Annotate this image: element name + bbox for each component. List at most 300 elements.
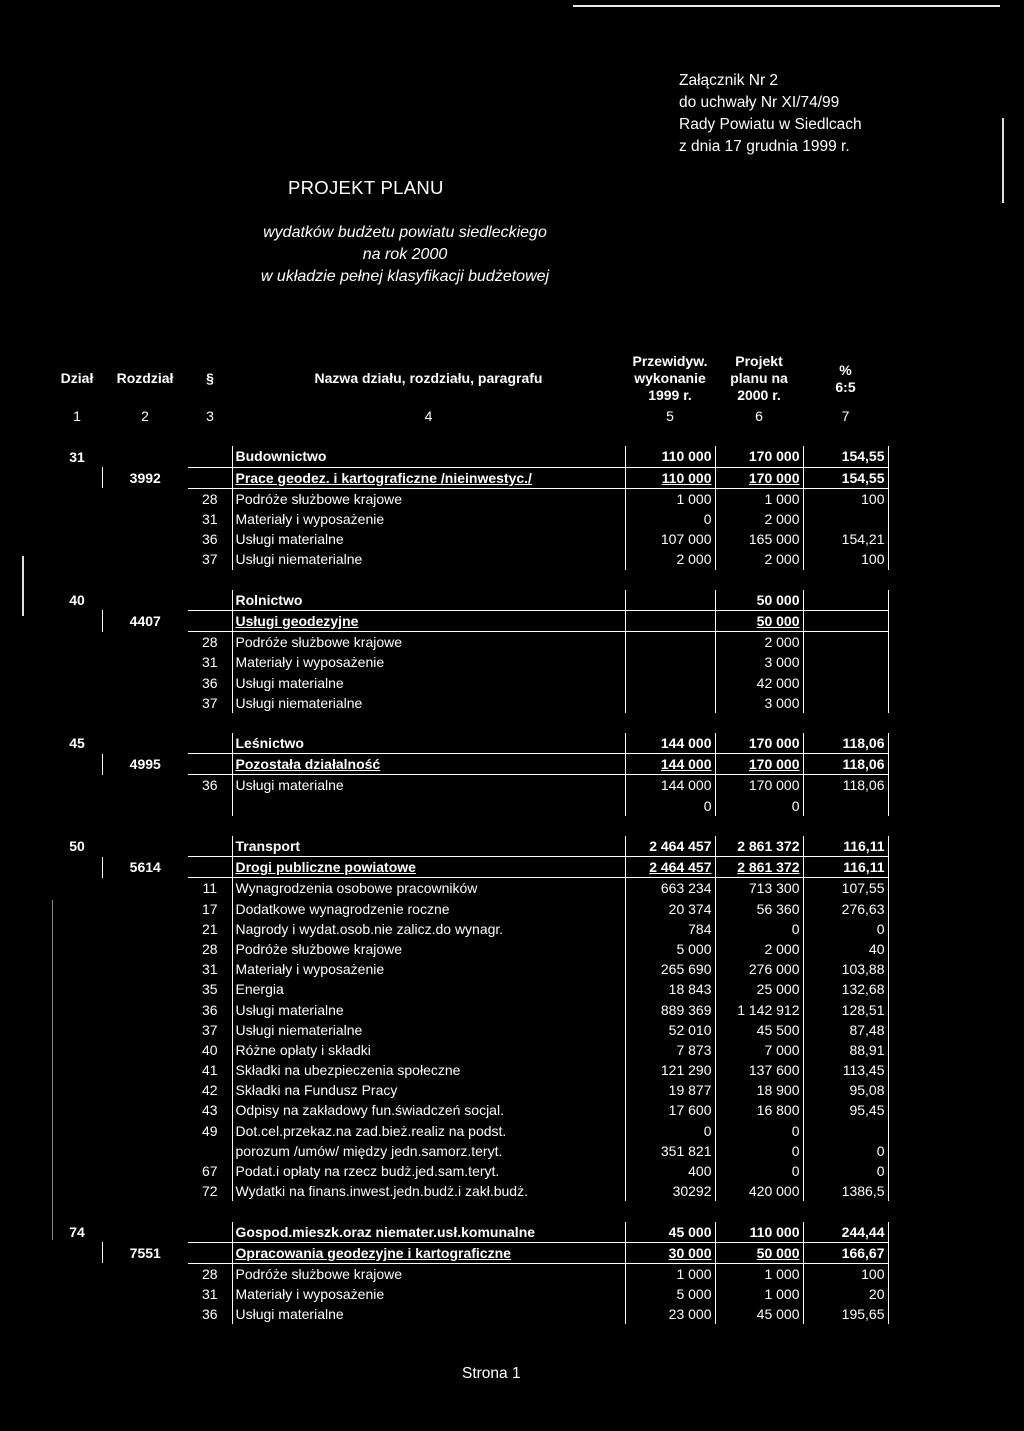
percent-cell: 154,21 <box>803 529 888 549</box>
paragraf-cell <box>188 796 232 816</box>
name-cell: Drogi publiczne powiatowe <box>232 857 625 878</box>
column-number: 7 <box>841 408 850 425</box>
percent-cell <box>803 632 888 653</box>
name-cell: Składki na ubezpieczenia społeczne <box>232 1060 625 1080</box>
header-nazwa: Nazwa działu, rozdziału, paragrafu <box>314 370 543 386</box>
value-2000-cell: 2 861 372 <box>715 836 803 857</box>
rozdzial-cell <box>102 672 188 692</box>
rozdzial-cell <box>102 1161 188 1181</box>
paragraf-cell: 37 <box>201 1021 218 1038</box>
rozdzial-cell <box>102 836 188 857</box>
dzial-cell <box>52 467 102 488</box>
header-procent <box>803 351 888 406</box>
rozdzial-cell <box>102 1080 188 1100</box>
name-cell: Składki na Fundusz Pracy <box>232 1080 625 1100</box>
header-rozdzial: Rozdział <box>116 370 174 386</box>
header-wykonanie <box>625 351 715 406</box>
paragraf-row <box>52 1284 888 1304</box>
dzial-cell <box>52 878 102 899</box>
rozdzial-cell <box>102 1263 188 1284</box>
percent-cell: 87,48 <box>803 1020 888 1040</box>
dzial-cell <box>52 693 102 713</box>
spacer-cell <box>625 816 715 836</box>
value-1999-cell: 400 <box>625 1161 715 1181</box>
column-number: 4 <box>424 408 433 425</box>
dzial-cell <box>52 549 102 569</box>
paragraf-cell <box>188 610 232 631</box>
paragraf-row <box>52 1304 888 1324</box>
dzial-cell <box>52 1020 102 1040</box>
paragraf-cell: 37 <box>201 694 218 711</box>
paragraf-cell: 11 <box>202 880 218 897</box>
paragraf-row <box>52 775 888 796</box>
rozdzial-cell <box>102 999 188 1019</box>
value-2000-cell: 7 000 <box>715 1040 803 1060</box>
rozdzial-row <box>52 610 888 631</box>
paragraf-row <box>52 1121 888 1141</box>
value-1999-cell: 45 000 <box>625 1222 715 1243</box>
value-2000-cell: 16 800 <box>715 1100 803 1120</box>
rozdzial-row <box>52 1242 888 1263</box>
percent-cell: 0 <box>803 1161 888 1181</box>
value-2000-cell: 3 000 <box>715 693 803 713</box>
value-2000-cell: 170 000 <box>715 775 803 796</box>
value-1999-cell: 265 690 <box>625 959 715 979</box>
value-1999-cell: 30 000 <box>625 1242 715 1263</box>
value-2000-cell: 45 500 <box>715 1020 803 1040</box>
percent-cell: 1386,5 <box>803 1181 888 1201</box>
paragraf-row <box>52 632 888 653</box>
value-1999-cell: 23 000 <box>625 1304 715 1324</box>
document-subtitle <box>180 222 630 288</box>
rozdzial-cell: 5614 <box>129 859 161 876</box>
value-1999-cell: 7 873 <box>625 1040 715 1060</box>
paragraf-row <box>52 1040 888 1060</box>
paragraf-row <box>52 878 888 899</box>
value-2000-cell: 420 000 <box>715 1181 803 1201</box>
dzial-cell <box>52 1304 102 1324</box>
name-cell: Materiały i wyposażenie <box>232 959 625 979</box>
name-cell: Usługi materialne <box>232 999 625 1019</box>
name-cell: Usługi niematerialne <box>232 549 625 569</box>
value-2000-cell: 0 <box>715 796 803 816</box>
paragraf-row <box>52 693 888 713</box>
section-spacer <box>52 1201 888 1221</box>
value-1999-cell: 107 000 <box>625 529 715 549</box>
dzial-cell <box>52 1263 102 1284</box>
rozdzial-cell: 7551 <box>129 1244 161 1261</box>
name-cell: Usługi niematerialne <box>232 1020 625 1040</box>
value-1999-cell: 121 290 <box>625 1060 715 1080</box>
name-cell: Odpisy na zakładowy fun.świadczeń socjal. <box>232 1100 625 1120</box>
rozdzial-cell <box>102 590 188 611</box>
right-edge-mark <box>1002 118 1004 203</box>
paragraf-cell: 36 <box>201 1306 218 1323</box>
subtitle-line-1: wydatków budżetu powiatu siedleckiego <box>263 224 547 241</box>
spacer-cell <box>803 1201 888 1221</box>
dzial-cell <box>52 1121 102 1141</box>
value-2000-cell: 50 000 <box>715 590 803 611</box>
paragraf-cell: 31 <box>201 654 218 671</box>
value-1999-cell: 144 000 <box>625 775 715 796</box>
name-cell: Usługi materialne <box>232 529 625 549</box>
name-cell: Pozostała działalność <box>232 754 625 775</box>
rozdzial-cell <box>102 693 188 713</box>
name-cell: Nagrody i wydat.osob.nie zalicz.do wynagr. <box>232 919 625 939</box>
value-2000-cell: 137 600 <box>715 1060 803 1080</box>
dzial-row <box>52 1222 888 1243</box>
budget-table-body <box>52 426 888 1324</box>
rozdzial-cell <box>102 1040 188 1060</box>
dzial-cell: 50 <box>69 838 85 855</box>
attachment-line-3: Rady Powiatu w Siedlcach <box>679 116 862 133</box>
dzial-cell <box>52 1100 102 1120</box>
section-spacer <box>52 426 888 446</box>
dzial-cell <box>52 796 102 816</box>
percent-cell <box>803 672 888 692</box>
rozdzial-cell <box>102 733 188 754</box>
dzial-cell <box>52 999 102 1019</box>
spacer-cell <box>715 426 803 446</box>
percent-cell <box>803 796 888 816</box>
column-number: 6 <box>755 408 763 425</box>
dzial-cell <box>52 1141 102 1161</box>
paragraf-row <box>52 1161 888 1181</box>
percent-cell: 88,91 <box>803 1040 888 1060</box>
paragraf-cell: 40 <box>201 1041 218 1058</box>
name-cell: Transport <box>232 836 625 857</box>
document-title: PROJEKT PLANU <box>288 177 444 198</box>
header-paragraf: § <box>206 370 214 386</box>
dzial-cell <box>52 652 102 672</box>
column-number-row <box>52 406 888 426</box>
rozdzial-cell <box>102 979 188 999</box>
value-1999-cell <box>625 693 715 713</box>
rozdzial-cell <box>102 652 188 672</box>
percent-cell <box>803 509 888 529</box>
value-2000-cell: 18 900 <box>715 1080 803 1100</box>
name-cell: Usługi niematerialne <box>232 693 625 713</box>
value-1999-cell: 110 000 <box>625 446 715 467</box>
percent-cell: 195,65 <box>803 1304 888 1324</box>
spacer-cell <box>102 713 188 733</box>
value-2000-cell: 50 000 <box>715 1242 803 1263</box>
page-footer: Strona 1 <box>462 1365 521 1382</box>
dzial-cell <box>52 1060 102 1080</box>
paragraf-cell: 21 <box>201 920 218 937</box>
dzial-row <box>52 446 888 467</box>
header-procent-line-1: % <box>839 361 852 378</box>
spacer-cell <box>52 570 102 590</box>
spacer-cell <box>625 426 715 446</box>
paragraf-cell: 31 <box>201 511 218 528</box>
value-1999-cell: 0 <box>625 1121 715 1141</box>
percent-cell: 118,06 <box>803 754 888 775</box>
rozdzial-cell <box>102 775 188 796</box>
paragraf-row <box>52 1141 888 1161</box>
name-cell: Usługi materialne <box>232 1304 625 1324</box>
rozdzial-cell <box>102 529 188 549</box>
paragraf-row <box>52 939 888 959</box>
percent-cell: 244,44 <box>803 1222 888 1243</box>
section-spacer <box>52 713 888 733</box>
spacer-cell <box>188 426 232 446</box>
name-cell: Dot.cel.przekaz.na zad.bież.realiz na podst. <box>232 1121 625 1141</box>
percent-cell: 113,45 <box>803 1060 888 1080</box>
spacer-cell <box>52 816 102 836</box>
header-row <box>52 351 888 406</box>
value-2000-cell: 1 000 <box>715 488 803 509</box>
column-number: 5 <box>666 408 674 425</box>
paragraf-cell: 17 <box>201 900 218 917</box>
spacer-cell <box>52 1201 102 1221</box>
name-cell: Podróże służbowe krajowe <box>232 1263 625 1284</box>
section-spacer <box>52 816 888 836</box>
value-2000-cell: 713 300 <box>715 878 803 899</box>
paragraf-cell: 28 <box>201 1265 218 1282</box>
value-1999-cell: 351 821 <box>625 1141 715 1161</box>
name-cell: Rolnictwo <box>232 590 625 611</box>
spacer-cell <box>102 816 188 836</box>
value-1999-cell: 2 464 457 <box>625 836 715 857</box>
percent-cell <box>803 652 888 672</box>
value-1999-cell: 20 374 <box>625 899 715 919</box>
paragraf-row <box>52 999 888 1019</box>
value-1999-cell <box>625 652 715 672</box>
value-1999-cell: 663 234 <box>625 878 715 899</box>
value-2000-cell: 170 000 <box>715 446 803 467</box>
rozdzial-row <box>52 467 888 488</box>
percent-cell: 103,88 <box>803 959 888 979</box>
percent-cell <box>803 590 888 611</box>
name-cell: Podat.i opłaty na rzecz budż.jed.sam.teryt. <box>232 1161 625 1181</box>
spacer-cell <box>232 570 625 590</box>
header-wykonanie-line-2: wykonanie <box>634 370 706 386</box>
value-1999-cell: 2 000 <box>625 549 715 569</box>
percent-cell: 0 <box>803 919 888 939</box>
paragraf-cell: 36 <box>201 1001 218 1018</box>
paragraf-row <box>52 549 888 569</box>
spacer-cell <box>803 713 888 733</box>
spacer-cell <box>625 713 715 733</box>
spacer-cell <box>625 1201 715 1221</box>
paragraf-cell: 36 <box>201 674 218 691</box>
spacer-cell <box>188 713 232 733</box>
paragraf-row <box>52 899 888 919</box>
value-1999-cell: 30292 <box>625 1181 715 1201</box>
paragraf-cell <box>188 1242 232 1263</box>
dzial-cell <box>52 1161 102 1181</box>
spacer-cell <box>715 1201 803 1221</box>
paragraf-cell: 49 <box>201 1122 218 1139</box>
percent-cell: 116,11 <box>803 857 888 878</box>
name-cell: Usługi materialne <box>232 775 625 796</box>
value-2000-cell: 0 <box>715 1141 803 1161</box>
subtitle-line-3: w układzie pełnej klasyfikacji budżetowej <box>260 268 550 285</box>
dzial-cell: 40 <box>69 592 85 609</box>
attachment-note <box>679 70 862 158</box>
paragraf-cell <box>188 733 232 754</box>
paragraf-cell <box>188 1222 232 1243</box>
rozdzial-cell <box>102 878 188 899</box>
paragraf-cell <box>188 467 232 488</box>
dzial-cell <box>52 959 102 979</box>
value-1999-cell: 19 877 <box>625 1080 715 1100</box>
value-2000-cell: 42 000 <box>715 672 803 692</box>
percent-cell <box>803 610 888 631</box>
value-1999-cell: 52 010 <box>625 1020 715 1040</box>
value-1999-cell: 784 <box>625 919 715 939</box>
value-2000-cell: 45 000 <box>715 1304 803 1324</box>
name-cell: Leśnictwo <box>232 733 625 754</box>
percent-cell <box>803 693 888 713</box>
name-cell: Usługi geodezyjne <box>232 610 625 631</box>
dzial-cell <box>52 899 102 919</box>
dzial-cell <box>52 1181 102 1201</box>
value-1999-cell: 0 <box>625 509 715 529</box>
value-2000-cell: 0 <box>715 919 803 939</box>
spacer-cell <box>232 713 625 733</box>
paragraf-cell: 72 <box>201 1183 218 1200</box>
percent-cell: 95,45 <box>803 1100 888 1120</box>
column-number: 3 <box>206 408 214 425</box>
value-2000-cell: 0 <box>715 1161 803 1181</box>
header-procent-line-2: 6:5 <box>835 378 856 395</box>
value-1999-cell: 5 000 <box>625 939 715 959</box>
spacer-cell <box>232 426 625 446</box>
name-cell: Materiały i wyposażenie <box>232 652 625 672</box>
dzial-row <box>52 590 888 611</box>
name-cell: Wynagrodzenia osobowe pracowników <box>232 878 625 899</box>
rozdzial-cell <box>102 632 188 653</box>
value-2000-cell: 2 861 372 <box>715 857 803 878</box>
value-1999-cell <box>625 632 715 653</box>
rozdzial-cell <box>102 549 188 569</box>
percent-cell <box>803 1121 888 1141</box>
percent-cell: 100 <box>803 488 888 509</box>
dzial-cell <box>52 632 102 653</box>
rozdzial-cell <box>102 1222 188 1243</box>
name-cell: Opracowania geodezyjne i kartograficzne <box>232 1242 625 1263</box>
rozdzial-cell: 4407 <box>129 612 161 629</box>
paragraf-cell: 28 <box>201 634 218 651</box>
dzial-row <box>52 836 888 857</box>
rozdzial-row <box>52 857 888 878</box>
value-2000-cell: 170 000 <box>715 733 803 754</box>
value-1999-cell: 17 600 <box>625 1100 715 1120</box>
value-2000-cell: 50 000 <box>715 610 803 631</box>
paragraf-cell: 31 <box>201 961 218 978</box>
dzial-cell: 31 <box>69 448 85 465</box>
percent-cell: 154,55 <box>803 446 888 467</box>
header-wykonanie-line-1: Przewidyw. <box>632 353 708 369</box>
dzial-cell <box>52 488 102 509</box>
paragraf-cell: 28 <box>201 490 218 507</box>
spacer-cell <box>52 426 102 446</box>
spacer-cell <box>803 816 888 836</box>
attachment-line-4: z dnia 17 grudnia 1999 r. <box>679 138 850 155</box>
rozdzial-cell <box>102 1181 188 1201</box>
value-1999-cell: 2 464 457 <box>625 857 715 878</box>
name-cell: Podróże służbowe krajowe <box>232 939 625 959</box>
dzial-cell <box>52 672 102 692</box>
spacer-cell <box>232 1201 625 1221</box>
value-2000-cell: 2 000 <box>715 939 803 959</box>
paragraf-cell: 35 <box>201 981 218 998</box>
paragraf-cell <box>188 754 232 775</box>
dzial-cell <box>52 1040 102 1060</box>
spacer-cell <box>715 570 803 590</box>
percent-cell: 118,06 <box>803 733 888 754</box>
value-2000-cell: 110 000 <box>715 1222 803 1243</box>
paragraf-row <box>52 509 888 529</box>
rozdzial-row <box>52 754 888 775</box>
rozdzial-cell <box>102 1284 188 1304</box>
spacer-cell <box>803 570 888 590</box>
paragraf-cell <box>188 857 232 878</box>
header-projekt-line-1: Projekt <box>735 353 783 369</box>
dzial-row <box>52 733 888 754</box>
rozdzial-cell <box>102 1141 188 1161</box>
value-1999-cell: 889 369 <box>625 999 715 1019</box>
rozdzial-cell <box>102 488 188 509</box>
value-1999-cell <box>625 590 715 611</box>
spacer-cell <box>232 816 625 836</box>
spacer-cell <box>715 713 803 733</box>
percent-cell: 0 <box>803 1141 888 1161</box>
dzial-cell <box>52 939 102 959</box>
paragraf-cell <box>188 836 232 857</box>
rozdzial-cell <box>102 899 188 919</box>
spacer-cell <box>188 816 232 836</box>
rozdzial-cell <box>102 1020 188 1040</box>
paragraf-row <box>52 652 888 672</box>
value-2000-cell: 1 142 912 <box>715 999 803 1019</box>
name-cell: Materiały i wyposażenie <box>232 509 625 529</box>
percent-cell: 40 <box>803 939 888 959</box>
percent-cell: 100 <box>803 549 888 569</box>
dzial-cell <box>52 754 102 775</box>
rozdzial-cell <box>102 1121 188 1141</box>
paragraf-row <box>52 919 888 939</box>
value-2000-cell: 170 000 <box>715 467 803 488</box>
paragraf-row <box>52 1181 888 1201</box>
dzial-cell <box>52 610 102 631</box>
percent-cell: 100 <box>803 1263 888 1284</box>
rozdzial-cell: 3992 <box>129 469 161 486</box>
value-2000-cell: 56 360 <box>715 899 803 919</box>
percent-cell: 128,51 <box>803 999 888 1019</box>
rozdzial-cell <box>102 919 188 939</box>
name-cell: Podróże służbowe krajowe <box>232 488 625 509</box>
dzial-cell <box>52 979 102 999</box>
percent-cell: 166,67 <box>803 1242 888 1263</box>
value-2000-cell: 0 <box>715 1121 803 1141</box>
name-cell: Różne opłaty i składki <box>232 1040 625 1060</box>
paragraf-cell: 36 <box>201 777 218 794</box>
paragraf-cell: 41 <box>201 1062 218 1079</box>
name-cell: Dodatkowe wynagrodzenie roczne <box>232 899 625 919</box>
value-2000-cell: 170 000 <box>715 754 803 775</box>
header-wykonanie-line-3: 1999 r. <box>648 387 692 403</box>
spacer-cell <box>102 1201 188 1221</box>
value-2000-cell: 2 000 <box>715 549 803 569</box>
rozdzial-cell <box>102 796 188 816</box>
rozdzial-cell: 4995 <box>129 756 161 773</box>
spacer-cell <box>52 713 102 733</box>
value-1999-cell: 1 000 <box>625 488 715 509</box>
value-1999-cell: 0 <box>625 796 715 816</box>
